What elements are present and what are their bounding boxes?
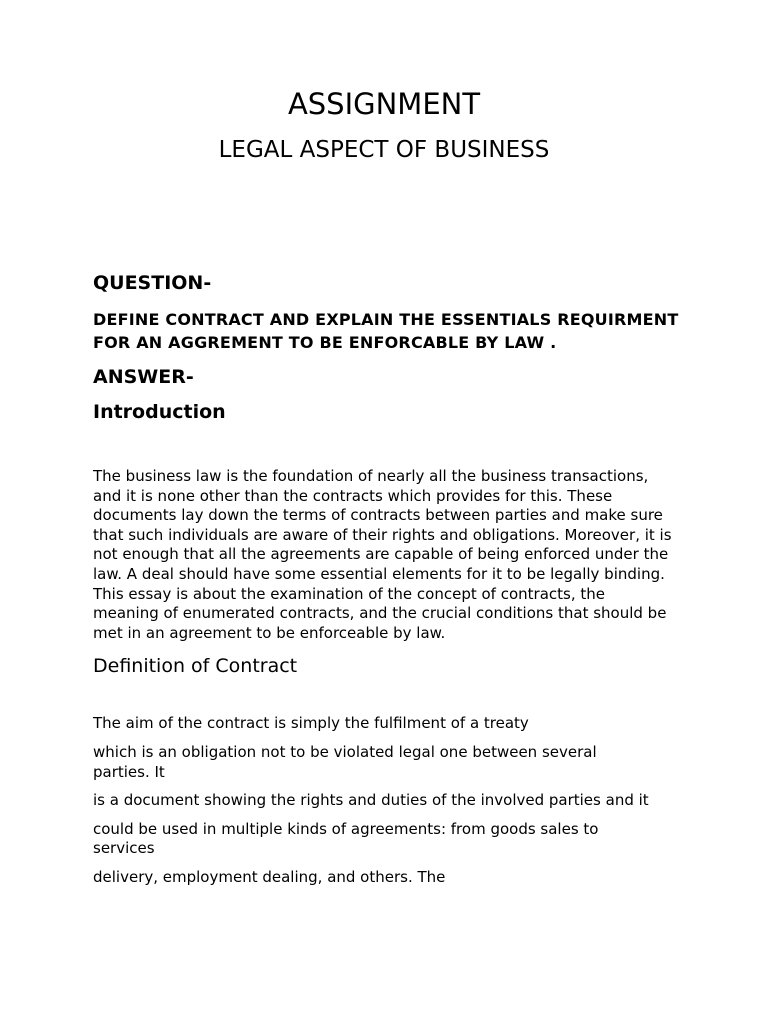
definition-line: is a document showing the rights and duties of the involved parties and it xyxy=(93,791,649,810)
definition-heading: Definition of Contract xyxy=(93,655,298,678)
definition-line: which is an obligation not to be violated legal one between several parties. It xyxy=(93,742,597,781)
document-body xyxy=(93,268,683,897)
question-heading: QUESTION- xyxy=(93,272,212,294)
question-text: DEFINE CONTRACT AND EXPLAIN THE ESSENTIALS REQUIRMENT FOR AN AGGREMENT TO BE ENFORCABLE BY LAW . xyxy=(93,310,679,352)
definition-line: delivery, employment dealing, and others. The xyxy=(93,867,446,886)
introduction-paragraph: The business law is the foundation of nearly all the business transactions, and it is none other than the contracts which provides for this. These documents lay down the terms of contracts between parties and make sure that such individuals are aware of their rights and obligations. Moreover, it is not enough that all the agreements are capable of being enforced under the law. A deal should have some essential elements for it to be legally binding. This essay is about the examination of the concept of contracts, the meaning of enumerated contracts, and the crucial conditions that should be met in an agreement to be enforceable by law. xyxy=(93,467,672,642)
introduction-heading: Introduction xyxy=(93,401,226,423)
definition-text xyxy=(93,714,683,887)
definition-line: could be used in multiple kinds of agreements: from goods sales to services xyxy=(93,819,599,858)
answer-heading: ANSWER- xyxy=(93,366,194,388)
document-title: ASSIGNMENT xyxy=(287,87,481,121)
definition-line: The aim of the contract is simply the fulfilment of a treaty xyxy=(93,714,529,733)
document-subtitle: LEGAL ASPECT OF BUSINESS xyxy=(218,137,550,163)
